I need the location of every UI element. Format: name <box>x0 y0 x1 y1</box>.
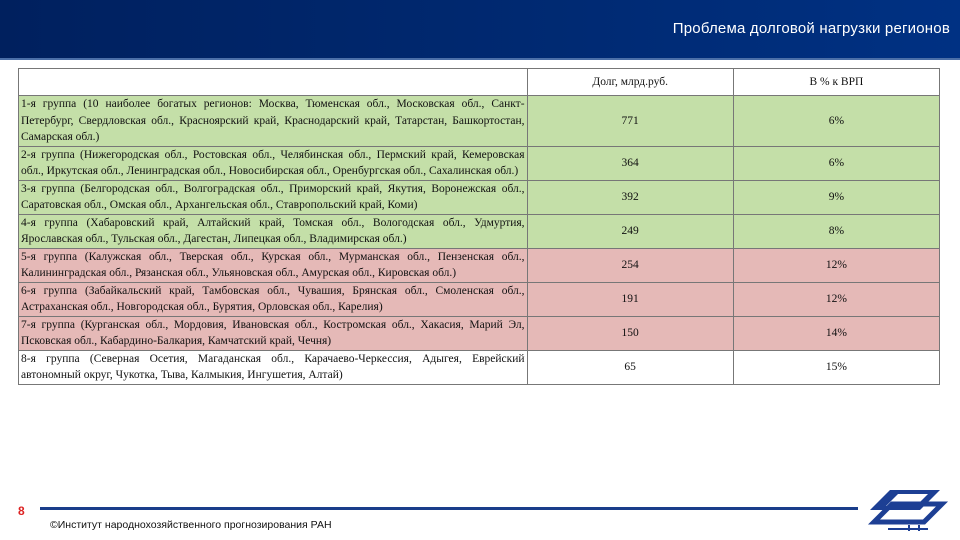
table-row <box>19 248 940 282</box>
column-header-groups <box>19 69 528 96</box>
table-header-row <box>19 69 940 96</box>
column-header-debt: Долг, млрд.руб. <box>527 69 733 96</box>
debt-value: 65 <box>527 350 733 384</box>
group-description: 1-я группа (10 наиболее богатых регионов: Москва, Тюменская обл., Московская обл., Санкт-Петербург, Свердловская обл., Красноярский край, Краснодарский край, Татарстан, Башкортостан, Самарская обл.) <box>19 96 528 147</box>
pct-grp-value: 12% <box>733 248 939 282</box>
debt-table <box>18 68 940 385</box>
group-description: 5-я группа (Калужская обл., Тверская обл., Курская обл., Мурманская обл., Пензенская обл., Калининградская обл., Рязанская обл., Ульяновская обл., Амурская обл., Кировская обл.) <box>19 248 528 282</box>
table-row <box>19 350 940 384</box>
debt-value: 249 <box>527 214 733 248</box>
debt-value: 364 <box>527 146 733 180</box>
group-description: 8-я группа (Северная Осетия, Магаданская обл., Карачаево-Черкессия, Адыгея, Еврейский автономный округ, Чукотка, Тыва, Калмыкия, Ингушетия, Алтай) <box>19 350 528 384</box>
debt-value: 150 <box>527 316 733 350</box>
group-description: 3-я группа (Белгородская обл., Волгоградская обл., Приморский край, Якутия, Воронежская обл., Саратовская обл., Омская обл., Архангельская обл., Ставропольский край, Коми) <box>19 180 528 214</box>
table-row <box>19 316 940 350</box>
group-description: 4-я группа (Хабаровский край, Алтайский край, Томская обл., Вологодская обл., Удмуртия, Ярославская обл., Тульская обл., Дагестан, Липецкая обл., Владимирская обл.) <box>19 214 528 248</box>
table-row <box>19 282 940 316</box>
pct-grp-value: 8% <box>733 214 939 248</box>
table-row <box>19 180 940 214</box>
debt-value: 254 <box>527 248 733 282</box>
footer-institute: ©Институт народнохозяйственного прогнозирования РАН <box>50 519 332 531</box>
group-description: 7-я группа (Курганская обл., Мордовия, Ивановская обл., Костромская обл., Хакасия, Марий Эл, Псковская обл., Кабардино-Балкария, Камчатский край, Чечня) <box>19 316 528 350</box>
footer-divider <box>40 507 858 510</box>
group-description: 6-я группа (Забайкальский край, Тамбовская обл., Чувашия, Брянская обл., Смоленская обл., Астраханская обл., Новгородская обл., Бурятия, Орловская обл., Карелия) <box>19 282 528 316</box>
debt-value: 191 <box>527 282 733 316</box>
debt-value: 771 <box>527 96 733 147</box>
institute-logo-icon <box>862 484 952 536</box>
debt-value: 392 <box>527 180 733 214</box>
pct-grp-value: 14% <box>733 316 939 350</box>
page-title: Проблема долговой нагрузки регионов <box>672 20 950 37</box>
table-row <box>19 96 940 147</box>
pct-grp-value: 15% <box>733 350 939 384</box>
group-description: 2-я группа (Нижегородская обл., Ростовская обл., Челябинская обл., Пермский край, Кемеровская обл., Иркутская обл., Ленинградская обл., Новосибирская обл., Оренбургская обл., Сахалинская обл.) <box>19 146 528 180</box>
pct-grp-value: 9% <box>733 180 939 214</box>
pct-grp-value: 6% <box>733 96 939 147</box>
pct-grp-value: 6% <box>733 146 939 180</box>
pct-grp-value: 12% <box>733 282 939 316</box>
table-row <box>19 146 940 180</box>
table-row <box>19 214 940 248</box>
page-number: 8 <box>18 504 25 518</box>
header-bar <box>0 0 960 58</box>
header-divider <box>0 58 960 60</box>
column-header-pct-grp: В % к ВРП <box>733 69 939 96</box>
